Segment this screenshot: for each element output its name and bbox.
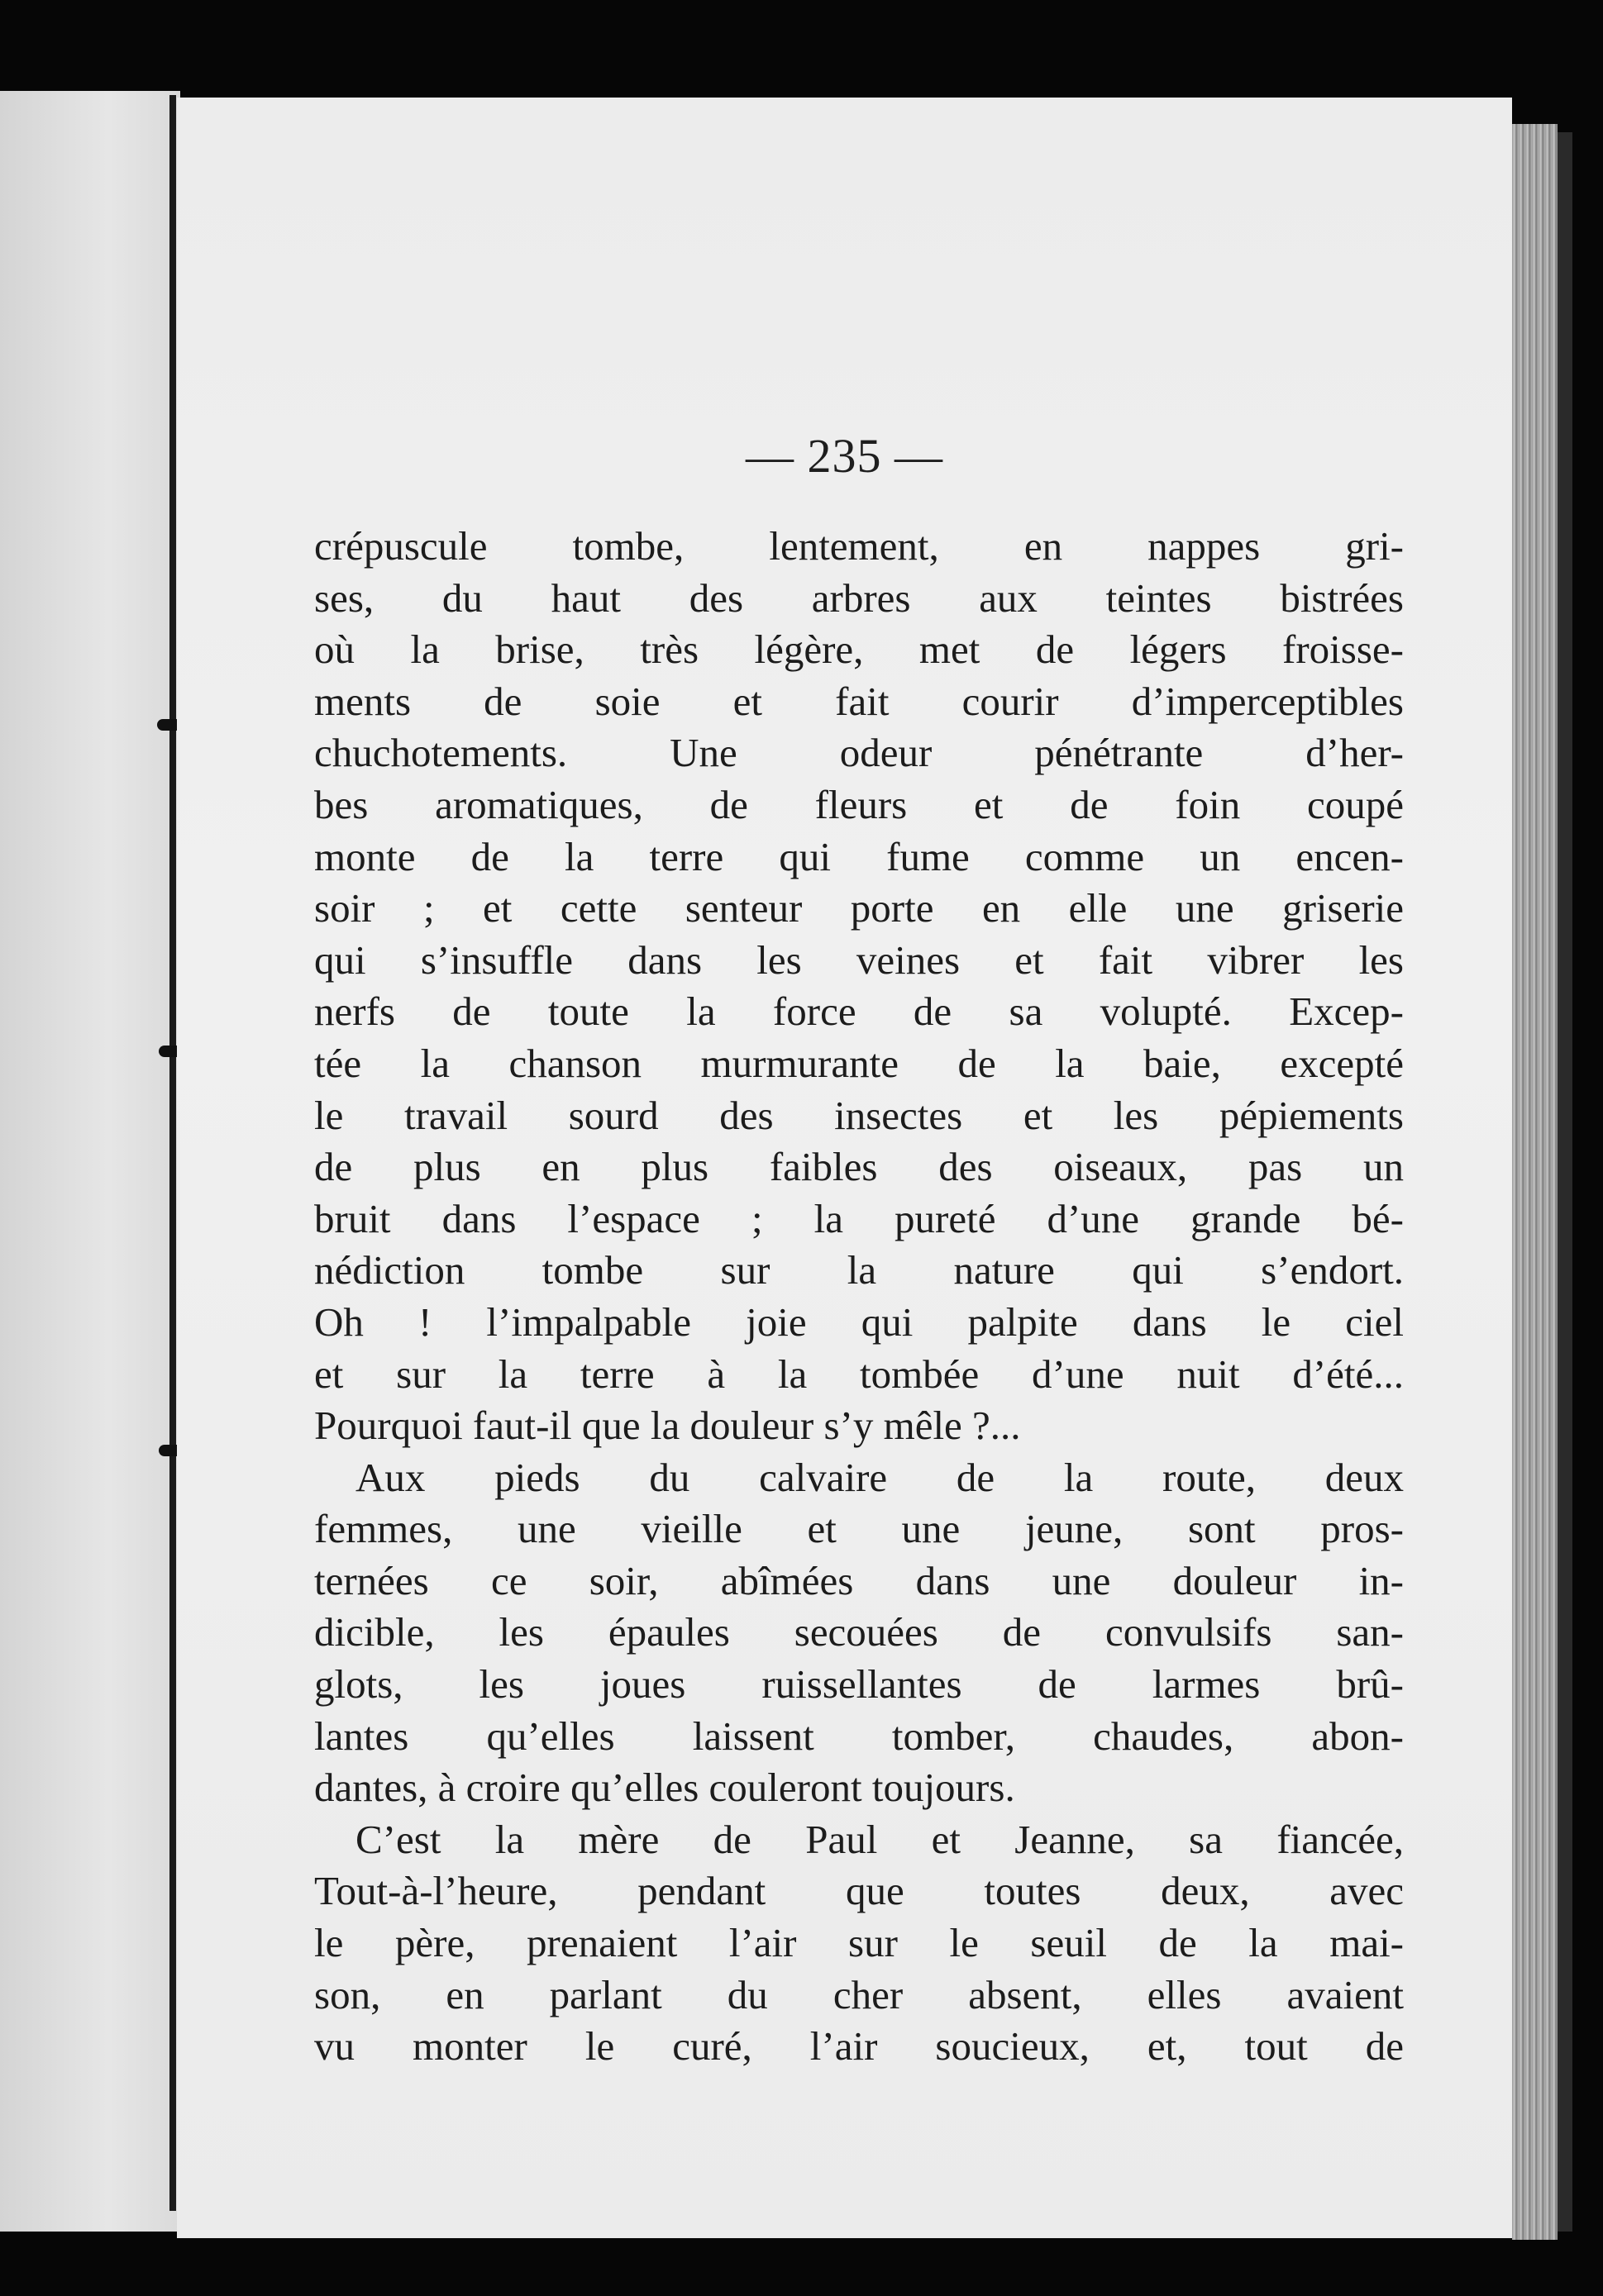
text-line: ternées ce soir, abîmées dans une douleur in- <box>314 1557 1404 1603</box>
body-text <box>314 521 1404 2073</box>
text-line: dantes, à croire qu’elles couleront toujours. <box>314 1765 1015 1811</box>
text-line: lantes qu’elles laissent tomber, chaudes, abon- <box>314 1712 1404 1759</box>
text-line: chuchotements. Une odeur pénétrante d’her- <box>314 730 1404 776</box>
text-line: soir ; et cette senteur porte en elle une griserie <box>314 885 1404 931</box>
text-line: dicible, les épaules secouées de convulsifs san- <box>314 1609 1404 1655</box>
text-line: son, en parlant du cher absent, elles avaient <box>314 1971 1404 2017</box>
text-line: nédiction tombe sur la nature qui s’endort. <box>314 1247 1404 1293</box>
text-line: femmes, une vieille et une jeune, sont pros- <box>314 1506 1404 1552</box>
text-line: où la brise, très légère, met de légers froisse- <box>314 626 1404 673</box>
text-line: bes aromatiques, de fleurs et de foin coupé <box>314 781 1404 827</box>
text-line: le père, prenaient l’air sur le seuil de la mai- <box>314 1920 1404 1966</box>
book-page <box>177 98 1512 2238</box>
text-line: ments de soie et fait courir d’imperceptibles <box>314 678 1404 724</box>
paragraph-start-line: Aux pieds du calvaire de la route, deux <box>355 1454 1404 1500</box>
text-line: et sur la terre à la tombée d’une nuit d’été... <box>314 1350 1404 1397</box>
text-line: qui s’insuffle dans les veines et fait vibrer les <box>314 936 1404 983</box>
stacked-page-edges <box>1512 124 1558 2240</box>
text-line: ses, du haut des arbres aux teintes bistrées <box>314 574 1404 621</box>
text-line: monte de la terre qui fume comme un encen- <box>314 833 1404 879</box>
page-number: — 235 — <box>746 429 943 483</box>
text-line: le travail sourd des insectes et les pépiements <box>314 1092 1404 1138</box>
text-line: glots, les joues ruissellantes de larmes brû- <box>314 1661 1404 1708</box>
book-binding <box>169 95 176 2211</box>
text-line: crépuscule tombe, lentement, en nappes gri- <box>314 523 1404 569</box>
text-line: Oh ! l’impalpable joie qui palpite dans le ciel <box>314 1298 1404 1345</box>
text-line: Tout-à-l’heure, pendant que toutes deux, avec <box>314 1868 1404 1914</box>
text-line: tée la chanson murmurante de la baie, excepté <box>314 1040 1404 1086</box>
text-line: Pourquoi faut-il que la douleur s’y mêle ?... <box>314 1403 1021 1449</box>
text-line: vu monter le curé, l’air soucieux, et, tout de <box>314 2023 1404 2070</box>
left-facing-page-edge <box>0 91 180 2232</box>
text-line: nerfs de toute la force de sa volupté. Excep- <box>314 988 1404 1035</box>
paragraph-start-line: C’est la mère de Paul et Jeanne, sa fiancée, <box>355 1816 1404 1862</box>
text-line: de plus en plus faibles des oiseaux, pas un <box>314 1144 1404 1190</box>
text-line: bruit dans l’espace ; la pureté d’une grande bé- <box>314 1195 1404 1241</box>
